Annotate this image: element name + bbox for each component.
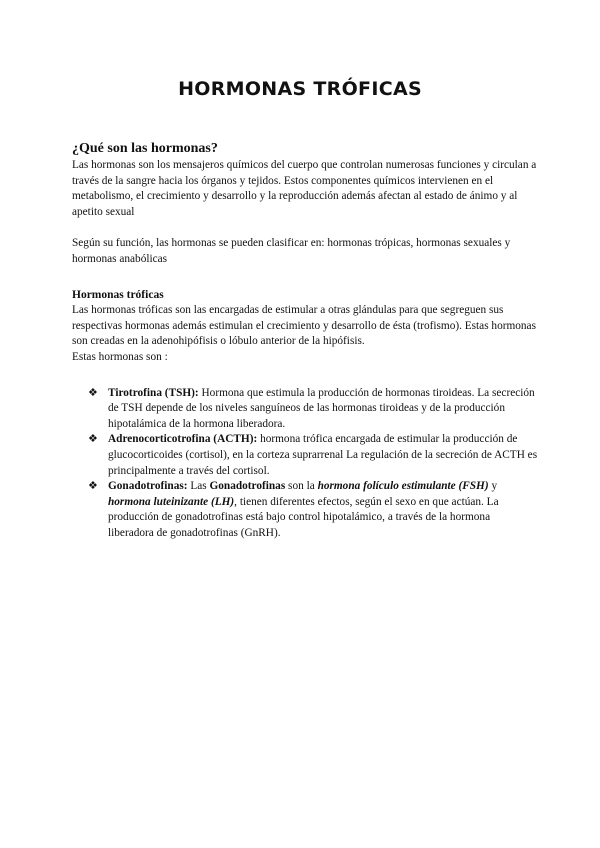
term-fsh: hormona folículo estimulante (FSH) xyxy=(317,480,489,493)
term-gonadotrofinas-inline: Gonadotrofinas xyxy=(209,480,286,493)
description-tsh: Hormona que estimula la producción de hormonas tiroideas. La secreción de TSH depende de los niveles sanguíneos de las hormonas tiroideas y de la producción hipotalámica de la hormona liberadora. xyxy=(108,386,535,430)
list-item-gonadotrofinas xyxy=(88,479,538,541)
paragraph-troficas: Las hormonas tróficas son las encargadas de estimular a otras glándulas para que segreguen sus respectivas hormonas además estimulan el crecimiento y desarrollo de ésta (trofismo). Estas hormonas son creadas en la adenohipófisis o lóbulo anterior de la hipófisis. xyxy=(72,304,536,348)
list-item-tsh xyxy=(88,386,538,433)
diamond-bullet-icon: ❖ xyxy=(88,386,98,399)
term-acth: Adrenocorticotrofina (ACTH): xyxy=(108,433,258,446)
paragraph-definition: Las hormonas son los mensajeros químicos del cuerpo que controlan numerosas funciones y circulan a través de la sangre hacia los órganos y tejidos. Estos componentes químicos intervienen en el metabolismo, el crecimiento y desarrollo y la reproducción además afectan al estado de ánimo y al apetito sexual xyxy=(72,159,537,218)
description-gonadotrofinas-part: y xyxy=(488,480,498,493)
description-gonadotrofinas-part: son la xyxy=(285,480,318,493)
paragraph-classification: Según su función, las hormonas se pueden clasificar en: hormonas trópicas, hormonas sexuales y hormonas anabólicas xyxy=(72,237,511,265)
document-body xyxy=(72,140,538,541)
description-acth: hormona trófica encargada de estimular la producción de glucocorticoides (cortisol), en la corteza suprarrenal La regulación de la secreción de ACTH es principalmente a través del cortisol. xyxy=(108,433,538,477)
diamond-bullet-icon: ❖ xyxy=(88,480,98,493)
term-lh: hormona luteinizante (LH) xyxy=(108,495,235,508)
description-gonadotrofinas-part: , tienen diferentes efectos, según el sexo en que actúan. La producción de gonadotrofinas está bajo control hipotalámico, a través de la hormona liberadora de gonadotrofinas (GnRH). xyxy=(108,495,499,539)
hormone-list xyxy=(72,386,538,542)
section-heading-hormonas-troficas: Hormonas tróficas xyxy=(72,288,164,301)
paragraph-list-intro: Estas hormonas son : xyxy=(72,350,168,363)
description-gonadotrofinas-part: Las xyxy=(187,480,210,493)
list-item-acth xyxy=(88,432,538,479)
term-tsh: Tirotrofina (TSH): xyxy=(108,386,199,399)
section-heading-que-son: ¿Qué son las hormonas? xyxy=(72,141,218,156)
diamond-bullet-icon: ❖ xyxy=(88,433,98,446)
document-title: HORMONAS TRÓFICAS xyxy=(178,78,422,100)
term-gonadotrofinas: Gonadotrofinas: xyxy=(108,480,188,493)
